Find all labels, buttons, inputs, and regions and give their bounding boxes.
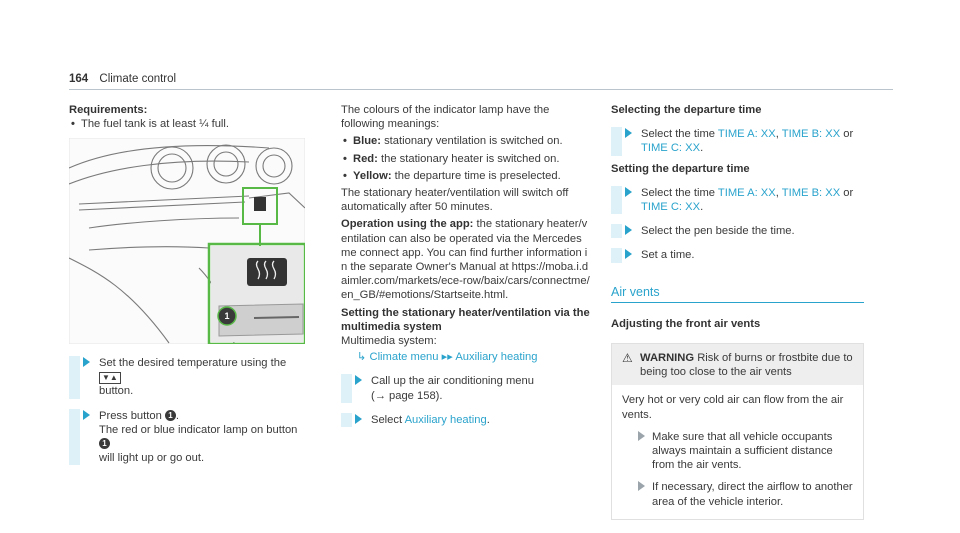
page-header	[69, 72, 176, 86]
step-text: button.	[99, 385, 134, 398]
step-press-button	[69, 409, 305, 466]
lamp-colors-list	[341, 134, 591, 183]
step-arrow-icon	[625, 225, 632, 235]
step-arrow-icon	[83, 357, 90, 367]
step-bar	[611, 186, 622, 214]
left-steps	[69, 356, 305, 465]
step-select-time: Select the time TIME A: XX, TIME B: XX or TIME C: XX.	[611, 127, 864, 155]
temperature-key-icon: ▼▲	[99, 372, 121, 384]
warning-step-airflow	[622, 480, 853, 508]
step-bar	[69, 356, 80, 399]
menu-path-separator-icon: ▸▸	[441, 351, 453, 364]
app-operation	[341, 217, 591, 302]
air-vents-title: Air vents	[611, 284, 660, 299]
callout-1-icon: 1	[99, 438, 110, 449]
step-call-menu	[341, 374, 591, 402]
air-vents-section	[611, 285, 864, 303]
step-bar	[341, 374, 352, 402]
lamp-color-red	[341, 152, 591, 166]
dashboard-figure	[69, 138, 305, 344]
step-arrow-icon	[625, 249, 632, 259]
warning-header	[612, 344, 863, 385]
menu-path-item: Auxiliary heating	[455, 351, 538, 364]
dashboard-illustration	[69, 138, 305, 344]
time-option: TIME B: XX	[781, 186, 841, 199]
callout-1-icon: 1	[165, 410, 176, 421]
step-text: or	[843, 128, 854, 141]
step-bar	[611, 127, 622, 155]
right-column	[611, 103, 864, 520]
step-bar	[341, 413, 352, 427]
section-rule	[611, 302, 864, 303]
step-arrow-icon	[638, 431, 645, 441]
departure-select-title: Selecting the departure time	[611, 104, 762, 116]
time-option: TIME A: XX	[717, 186, 776, 199]
lamp-color-blue	[341, 134, 591, 148]
warning-triangle-icon: ⚠	[622, 351, 633, 366]
requirement-item: • The fuel tank is at least ¼ full.	[69, 117, 305, 131]
color-label: Yellow:	[353, 169, 392, 182]
color-text: stationary ventilation is switched on.	[384, 135, 563, 148]
step-text: The red or blue indicator lamp on button	[99, 423, 298, 436]
step-arrow-icon	[625, 187, 632, 197]
menu-item: Auxiliary heating	[404, 413, 487, 426]
requirements-title: Requirements:	[69, 104, 148, 116]
lamp-intro: The colours of the indicator lamp have the following meanings:	[341, 104, 550, 131]
chapter-title: Climate control	[99, 73, 177, 85]
step-text: Set the desired temperature using the	[99, 357, 287, 369]
step-set-time	[611, 248, 864, 262]
figure-callout-1: 1	[224, 311, 230, 321]
multimedia-system-label: Multimedia system:	[341, 335, 437, 348]
departure-set-title: Setting the departure time	[611, 162, 750, 175]
header-rule	[69, 89, 893, 90]
step-arrow-icon	[625, 128, 632, 138]
warning-body-text: Very hot or very cold air can flow from the air vents.	[622, 394, 844, 421]
warning-box	[611, 343, 864, 520]
step-bar	[69, 409, 80, 466]
app-text: the stationary heater/ventilation can also be operated via the Mercedes me connect app. You can find further information in the separate Owner's Manual at https://moba.i.daimler.com/markets/ece-row/baix/cars/connectme/en_GB/#emotions/Startseite.html.	[341, 218, 590, 302]
multimedia-title: Setting the stationary heater/ventilation via the multimedia system	[341, 306, 590, 333]
step-text: Set a time.	[641, 249, 695, 262]
step-bar	[611, 248, 622, 262]
step-select-pen	[611, 224, 864, 238]
menu-path-item: Climate menu	[369, 351, 439, 364]
color-text: the departure time is preselected.	[394, 169, 561, 182]
step-text: Call up the air conditioning menu	[371, 375, 534, 388]
step-text: .	[486, 413, 490, 426]
page-number: 164	[69, 73, 89, 85]
step-text: will light up or go out.	[99, 452, 205, 465]
step-text: or	[843, 186, 854, 199]
switch-off-note: The stationary heater/ventilation will switch off automatically after 50 minutes.	[341, 187, 569, 214]
color-label: Blue:	[353, 135, 381, 148]
time-option: TIME C: XX	[641, 201, 701, 214]
time-option: TIME C: XX	[641, 142, 701, 155]
step-text: .	[175, 409, 180, 422]
step-arrow-icon	[83, 410, 90, 420]
step-select-time-2: Select the time TIME A: XX, TIME B: XX or TIME C: XX.	[611, 186, 864, 214]
left-column	[69, 103, 305, 131]
page-reference: (→ page 158).	[371, 389, 443, 402]
step-text: Select the pen beside the time.	[641, 225, 795, 238]
step-text: Press button	[99, 409, 162, 422]
warning-step-distance	[622, 430, 853, 473]
step-arrow-icon	[355, 375, 362, 385]
time-option: TIME A: XX	[717, 128, 776, 141]
step-text: Make sure that all vehicle occupants always maintain a sufficient distance from the air vents.	[652, 430, 833, 472]
warning-label: WARNING	[640, 352, 695, 365]
step-arrow-icon	[355, 414, 362, 424]
front-vents-title: Adjusting the front air vents	[611, 317, 761, 330]
step-bar	[611, 224, 622, 238]
warning-text: Risk of burns or frostbite due to being too close to the air vents	[640, 352, 853, 379]
step-set-temperature	[69, 356, 305, 399]
step-arrow-icon	[638, 481, 645, 491]
menu-path	[341, 350, 591, 364]
color-text: the stationary heater is switched on.	[380, 152, 560, 165]
step-select-aux	[341, 413, 591, 427]
step-text: Select the time	[641, 186, 715, 199]
time-option: TIME B: XX	[781, 128, 841, 141]
step-text: Select	[371, 413, 403, 426]
app-label: Operation using the app:	[341, 218, 474, 231]
lamp-color-yellow	[341, 169, 591, 183]
warning-body	[612, 385, 863, 518]
step-text: Select the time	[641, 128, 715, 141]
menu-path-arrow-icon: ↳	[357, 351, 367, 364]
color-label: Red:	[353, 152, 378, 165]
middle-column	[341, 103, 591, 427]
step-text: If necessary, direct the airflow to another area of the vehicle interior.	[652, 481, 853, 508]
